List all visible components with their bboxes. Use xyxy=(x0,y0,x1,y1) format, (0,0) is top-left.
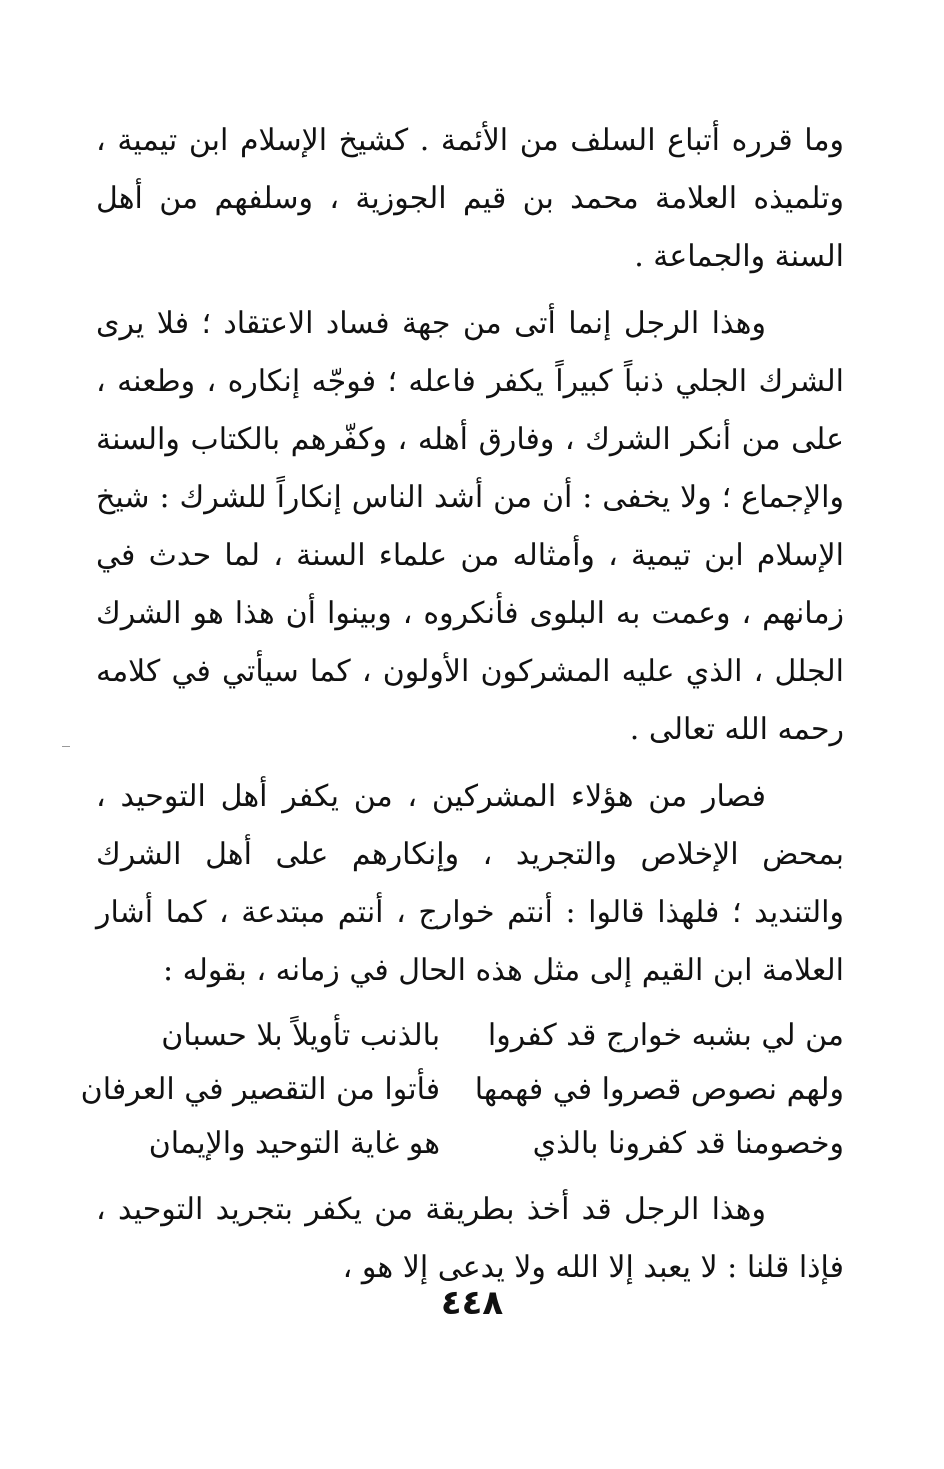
poem-verse xyxy=(96,1117,844,1171)
verse-first-hemistich: من لي بشبه خوارج قد كفروا xyxy=(487,1018,844,1053)
verse-second-hemistich: بالذنب تأويلاً بلا حسبان xyxy=(161,1018,441,1053)
page-number: ٤٤٨ xyxy=(440,1283,504,1323)
poem-verse xyxy=(80,1063,844,1117)
margin-mark xyxy=(62,746,70,747)
poem-verse xyxy=(96,1009,844,1063)
verse-second-hemistich: هو غاية التوحيد والإيمان xyxy=(148,1126,441,1161)
paragraph-3: فصار من هؤلاء المشركين ، من يكفر أهل التوحيد ، بمحض الإخلاص والتجريد ، وإنكارهم على أهل الشرك والتنديد ؛ فلهذا قالوا : أنتم خوارج ، أنتم مبتدعة ، كما أشار العلامة ابن القيم إلى مثل هذه الحال في زمانه ، بقوله : xyxy=(96,779,844,988)
verse-first-hemistich: وخصومنا قد كفرونا بالذي xyxy=(532,1126,844,1161)
verse-first-hemistich: ولهم نصوص قصروا في فهمها xyxy=(474,1072,844,1107)
paragraph-4: وهذا الرجل قد أخذ بطريقة من يكفر بتجريد التوحيد ، فإذا قلنا : لا يعبد إلا الله ولا يدعى إلا هو ، xyxy=(96,1192,844,1285)
paragraph-1: وما قرره أتباع السلف من الأئمة . كشيخ الإسلام ابن تيمية ، وتلميذه العلامة محمد بن قيم الجوزية ، وسلفهم من أهل السنة والجماعة . xyxy=(96,123,844,274)
poem-block xyxy=(80,1009,844,1171)
verse-second-hemistich: فأتوا من التقصير في العرفان xyxy=(80,1072,441,1107)
page-body xyxy=(80,112,844,1306)
paragraph-2: وهذا الرجل إنما أتى من جهة فساد الاعتقاد ؛ فلا يرى الشرك الجلي ذنباً كبيراً يكفر فاعله ؛ فوجّه إنكاره ، وطعنه ، على من أنكر الشرك ، وفارق أهله ، وكفّرهم بالكتاب والسنة والإجماع ؛ ولا يخفى : أن من أشد الناس إنكاراً للشرك : شيخ الإسلام ابن تيمية ، وأمثاله من علماء السنة ، لما حدث في زمانهم ، وعمت به البلوى فأنكروه ، وبينوا أن هذا هو الشرك الجلل ، الذي عليه المشركون الأولون ، كما سيأتي في كلامه رحمه الله تعالى . xyxy=(96,306,844,747)
